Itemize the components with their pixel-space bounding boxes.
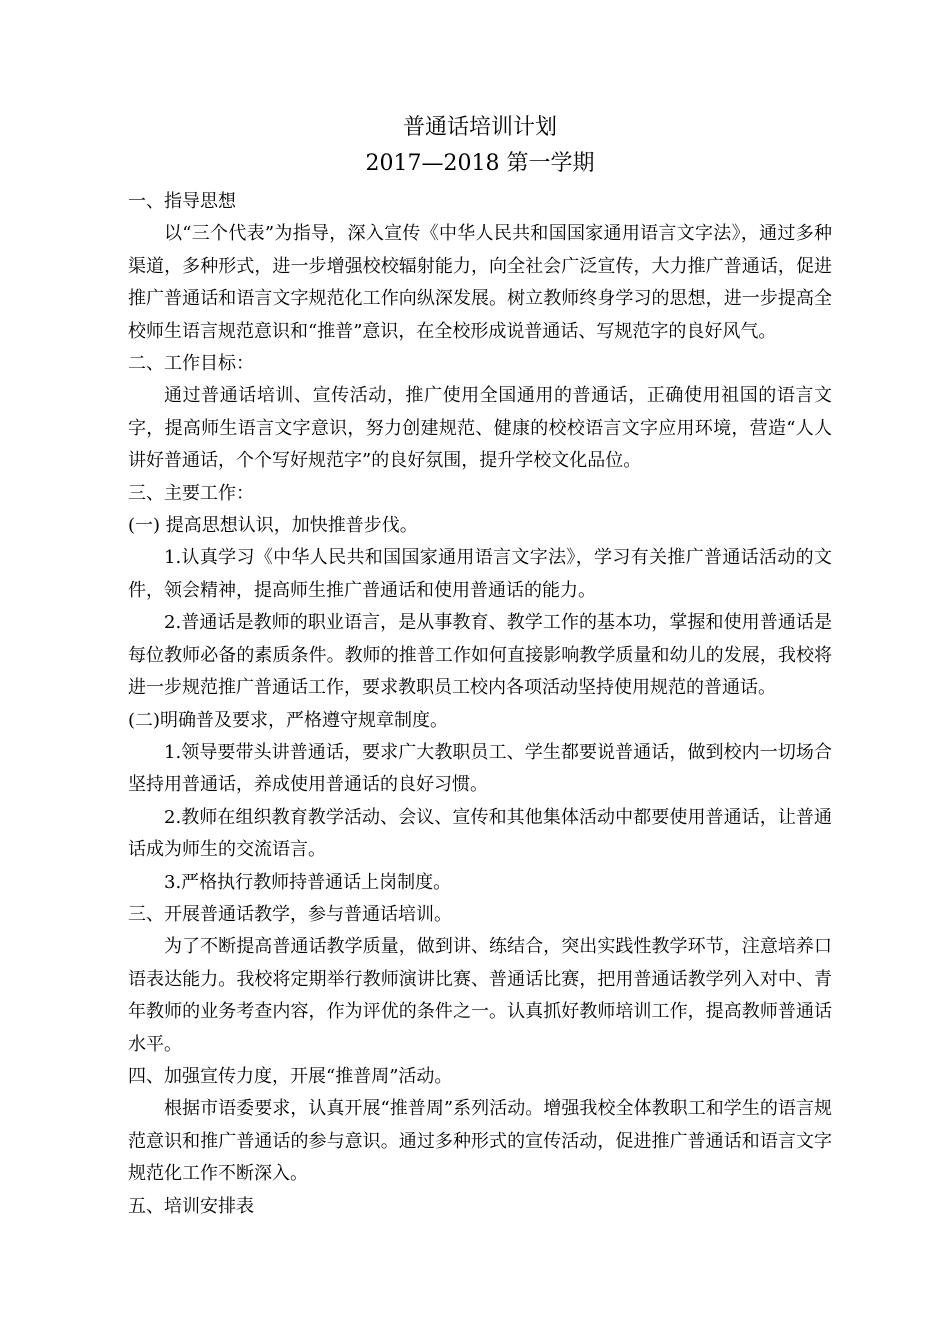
list-item-2-3: 3.严格执行教师持普通话上岗制度。 [164, 871, 452, 893]
title-block [128, 110, 832, 182]
paragraph-guiding: 以“三个代表”为指导，深入宣传《中华人民共和国国家通用语言文字法》，通过多种渠道，多种形式，进一步增强校校辐射能力，向全社会广泛宣传，大力推广普通话，促进推广普通话和语言文字规范化工作向纵深发展。树立教师终身学习的思想，进一步提高全校师生语言规范意识和“推普”意识，在全校形成说普通话、写规范字的良好风气。 [128, 223, 832, 342]
section-heading-schedule: 五、培训安排表 [128, 1195, 254, 1217]
section-heading-work: 三、主要工作： [128, 482, 254, 504]
paragraph-promotion: 根据市语委要求，认真开展“推普周”系列活动。增强我校全体教职工和学生的语言规范意识和推广普通话的参与意识。通过多种形式的宣传活动，促进推广普通话和语言文字规范化工作不断深入。 [128, 1098, 832, 1185]
section-heading-promotion: 四、加强宣传力度，开展“推普周”活动。 [128, 1065, 453, 1087]
section-heading-goal: 二、工作目标： [128, 353, 254, 375]
document-title: 普通话培训计划 [402, 115, 557, 140]
list-item-1-1: 1.认真学习《中华人民共和国国家通用语言文字法》，学习有关推广普通话活动的文件，领会精神，提高师生推广普通话和使用普通话的能力。 [128, 547, 832, 601]
list-item-2-2: 2.教师在组织教育教学活动、会议、宣传和其他集体活动中都要使用普通话，让普通话成为师生的交流语言。 [128, 806, 832, 861]
section-heading-teaching: 三、开展普通话教学，参与普通话培训。 [128, 903, 452, 925]
paragraph-goal: 通过普通话培训、宣传活动，推广使用全国通用的普通话，正确使用祖国的语言文字，提高师生语言文字意识，努力创建规范、健康的校校语言文字应用环境，营造“人人讲好普通话，个个写好规范字”的良好氛围，提升学校文化品位。 [128, 385, 832, 472]
list-item-2-1: 1.领导要带头讲普通话，要求广大教职员工、学生都要说普通话，做到校内一切场合坚持用普通话，养成使用普通话的良好习惯。 [128, 741, 832, 796]
document-page [128, 110, 832, 1223]
document-subtitle: 2017—2018 第一学期 [365, 151, 595, 176]
section-heading-guiding: 一、指导思想 [128, 191, 236, 212]
list-item-1-2: 2.普通话是教师的职业语言，是从事教育、教学工作的基本功，掌握和使用普通话是每位教师必备的素质条件。教师的推普工作如何直接影响教学质量和幼儿的发展，我校将进一步规范推广普通话工作，要求教职员工校内各项活动坚持使用规范的普通话。 [128, 612, 832, 699]
paragraph-teaching: 为了不断提高普通话教学质量，做到讲、练结合，突出实践性教学环节，注意培养口语表达能力。我校将定期举行教师演讲比赛、普通话比赛，把用普通话教学列入对中、青年教师的业务考查内容，作为评优的条件之一。认真抓好教师培训工作，提高教师普通话水平。 [128, 936, 832, 1055]
subsection-heading-2: (二)明确普及要求，严格遵守规章制度。 [128, 709, 449, 731]
subsection-heading-1: (一) 提高思想认识，加快推普步伐。 [128, 515, 418, 537]
